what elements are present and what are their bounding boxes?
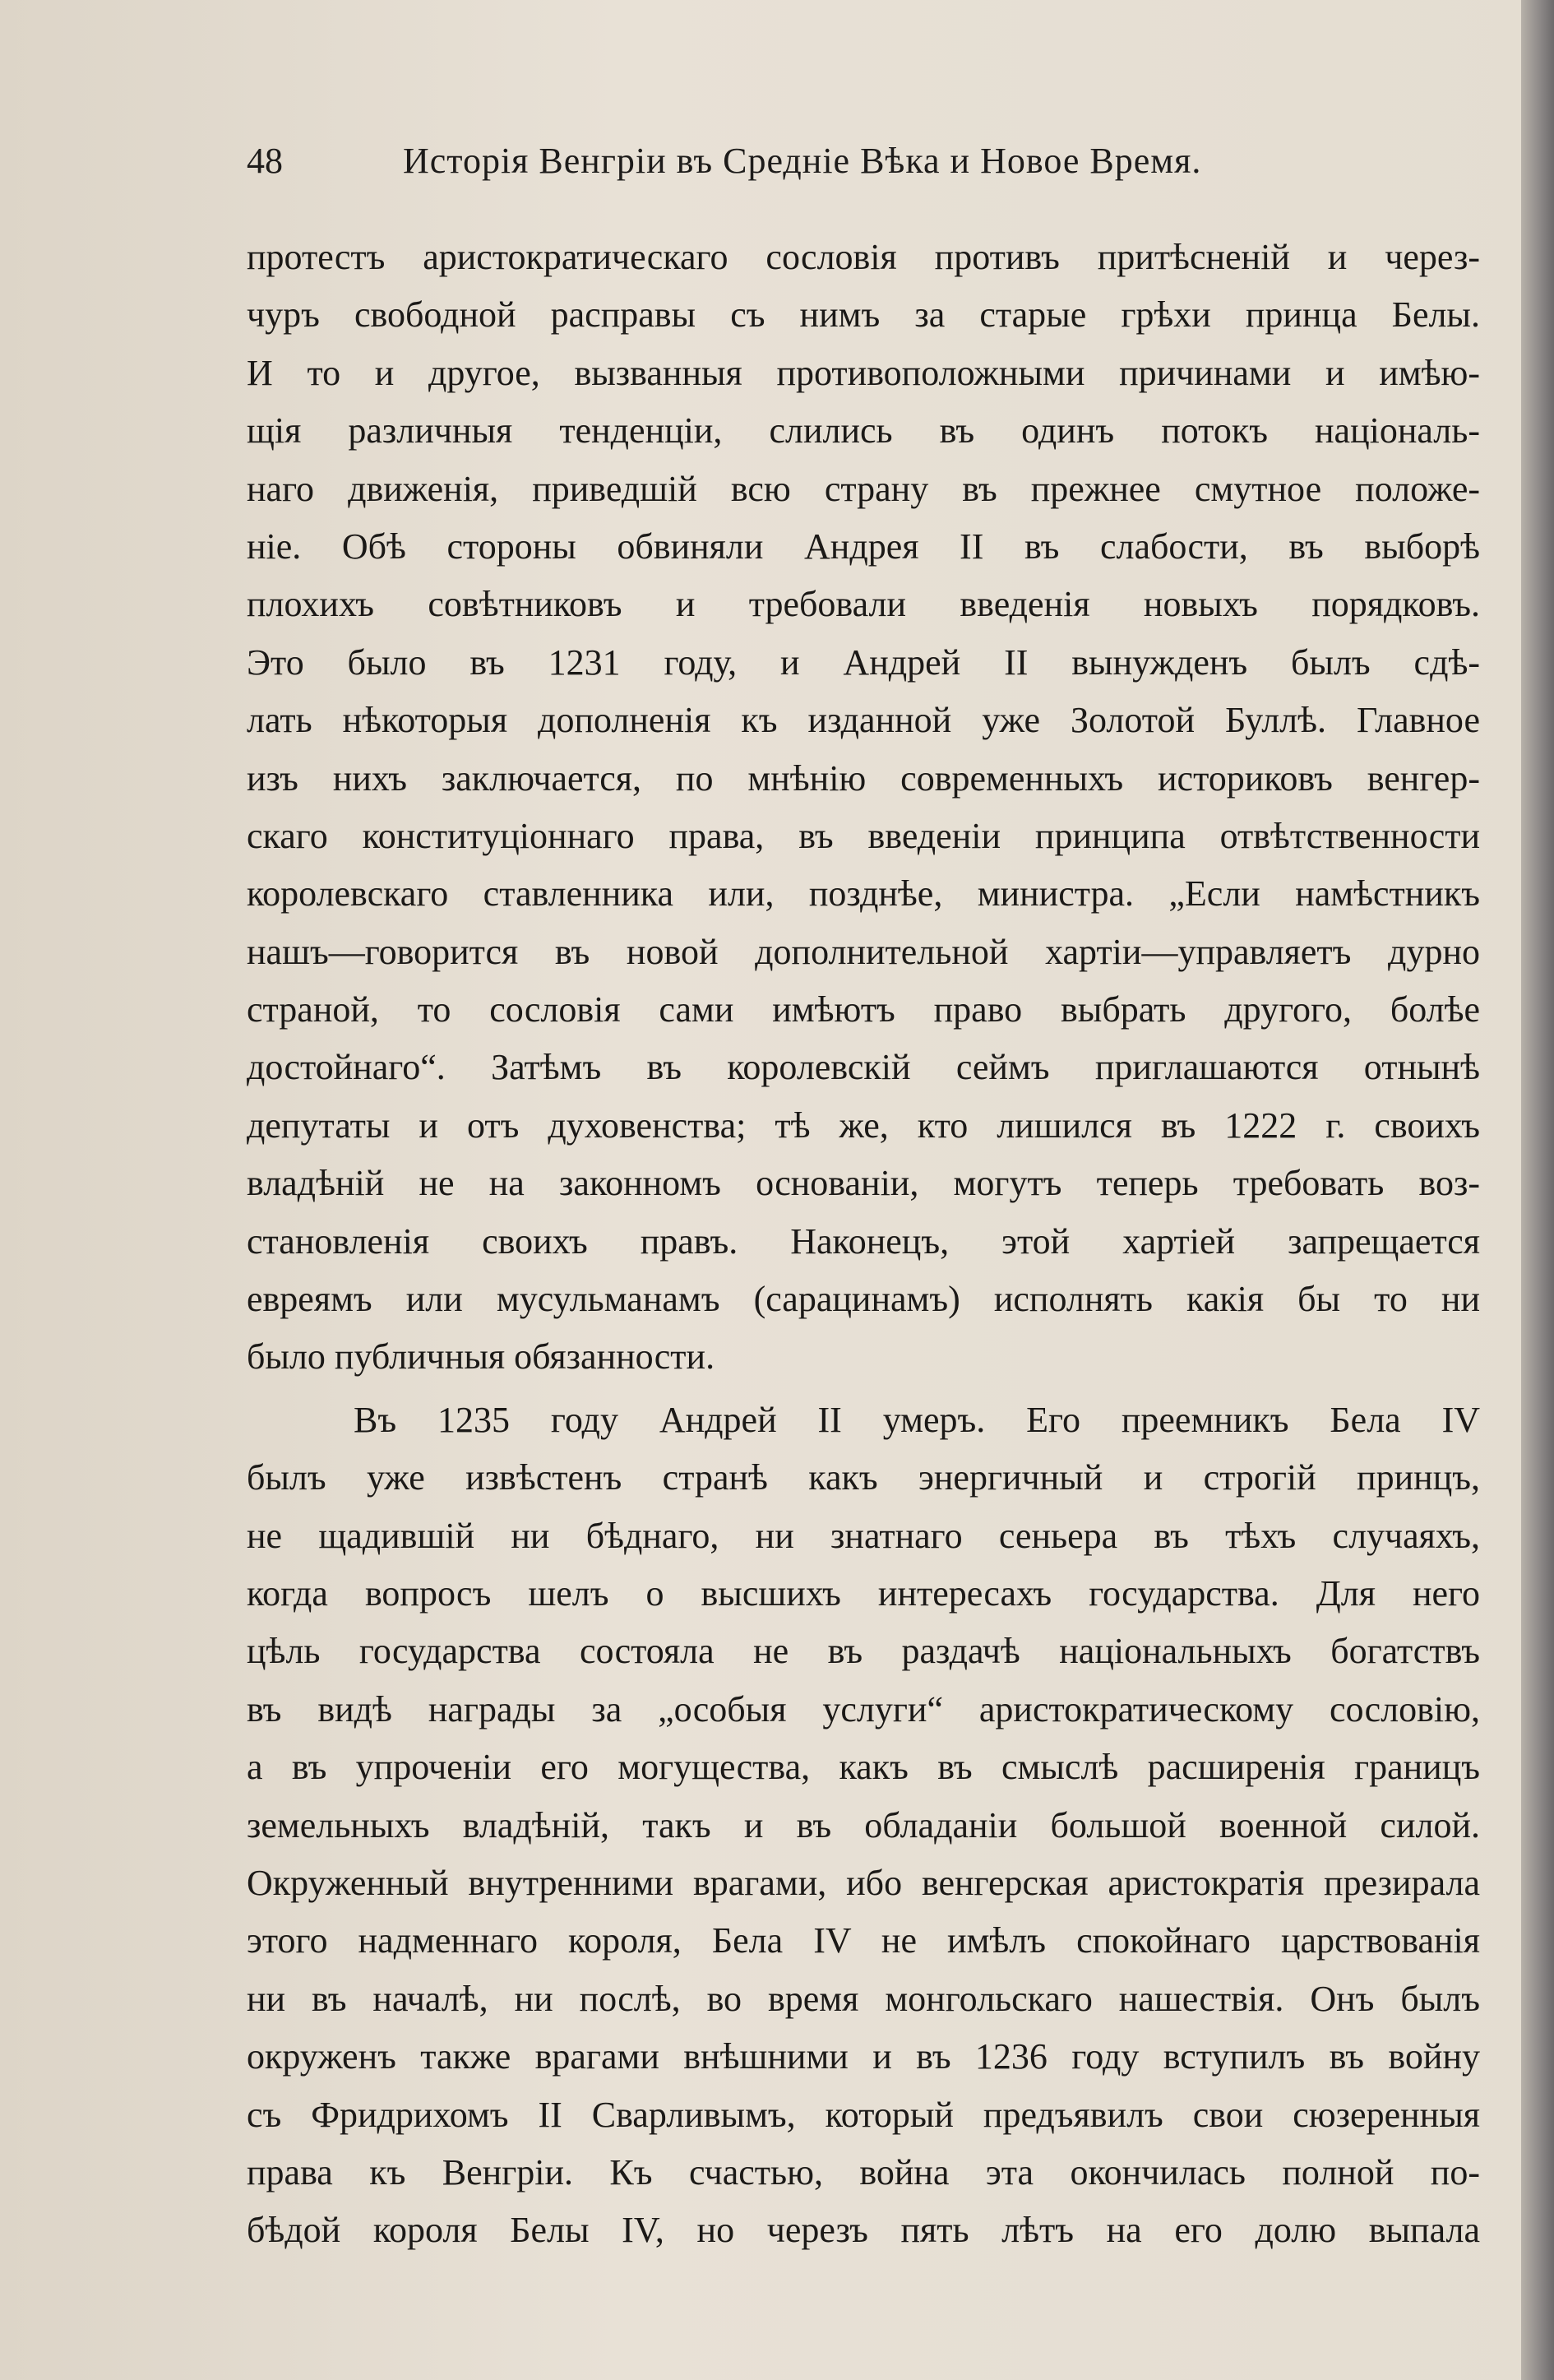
text-line: ніе. Обѣ стороны обвиняли Андрея II въ слабости, въ выборѣ xyxy=(247,526,1480,567)
paragraph-2 xyxy=(247,1391,1480,2260)
page-header xyxy=(247,140,1496,197)
text-line: ни въ началѣ, ни послѣ, во время монгольскаго нашествія. Онъ былъ xyxy=(247,1978,1480,2019)
text-line: окруженъ также врагами внѣшними и въ 1236 году вступилъ въ войну xyxy=(247,2036,1480,2077)
text-line: съ Фридрихомъ II Сварливымъ, который предъявилъ свои сюзеренныя xyxy=(247,2094,1480,2135)
text-line: И то и другое, вызванныя противоположными причинами и имѣю- xyxy=(247,352,1480,393)
text-line: когда вопросъ шелъ о высшихъ интересахъ государства. Для него xyxy=(247,1572,1480,1614)
text-line: протестъ аристократическаго сословія противъ притѣсненій и через- xyxy=(247,237,1480,277)
text-line: земельныхъ владѣній, такъ и въ обладаніи большой военной силой. xyxy=(247,1804,1480,1845)
text-line: нашъ—говорится въ новой дополнительной хартіи—управляетъ дурно xyxy=(247,931,1480,972)
text-line: права къ Венгріи. Къ счастью, война эта окончилась полной по- xyxy=(247,2151,1480,2192)
text-line: королевскаго ставленника или, позднѣе, министра. „Если намѣстникъ xyxy=(247,873,1480,914)
page-edge-shadow xyxy=(1521,0,1554,2380)
text-line: щія различныя тенденціи, слились въ одинъ потокъ національ- xyxy=(247,410,1480,451)
text-line: лать нѣкоторыя дополненія къ изданной уже Золотой Буллѣ. Главное xyxy=(247,700,1480,741)
text-line: былъ уже извѣстенъ странѣ какъ энергичный и строгій принцъ, xyxy=(247,1457,1480,1498)
text-line: въ видѣ награды за „особыя услуги“ аристократическому сословію, xyxy=(247,1688,1480,1729)
page-number: 48 xyxy=(247,141,283,181)
text-line: было публичныя обязанности. xyxy=(247,1336,715,1378)
text-line: скаго конституціоннаго права, въ введеніи принципа отвѣтственности xyxy=(247,815,1480,856)
text-line: Въ 1235 году Андрей II умеръ. Его преемникъ Бела IV xyxy=(354,1399,1480,1440)
paragraph-1 xyxy=(247,229,1480,1387)
text-line: депутаты и отъ духовенства; тѣ же, кто лишился въ 1222 г. своихъ xyxy=(247,1104,1480,1146)
text-line: чуръ свободной расправы съ нимъ за старые грѣхи принца Белы. xyxy=(247,294,1480,336)
text-line: владѣній не на законномъ основаніи, могутъ теперь требовать воз- xyxy=(247,1163,1480,1204)
text-line: достойнаго“. Затѣмъ въ королевскій сеймъ приглашаются отнынѣ xyxy=(247,1047,1480,1088)
text-line: Это было въ 1231 году, и Андрей II вынужденъ былъ сдѣ- xyxy=(247,641,1480,683)
text-line: цѣль государства состояла не въ раздачѣ національныхъ богатствъ xyxy=(247,1631,1480,1672)
running-title: Исторія Венгріи въ Средніе Вѣка и Новое Время. xyxy=(403,141,1202,181)
text-line: евреямъ или мусульманамъ (сарацинамъ) исполнять какія бы то ни xyxy=(247,1279,1480,1320)
text-line: а въ упроченіи его могущества, какъ въ смыслѣ расширенія границъ xyxy=(247,1747,1480,1788)
text-line: не щадившій ни бѣднаго, ни знатнаго сеньера въ тѣхъ случаяхъ, xyxy=(247,1515,1480,1556)
text-line: страной, то сословія сами имѣютъ право выбрать другого, болѣе xyxy=(247,989,1480,1030)
text-line: становленія своихъ правъ. Наконецъ, этой хартіей запрещается xyxy=(247,1220,1480,1262)
body-text xyxy=(247,229,1480,2260)
text-line: этого надменнаго короля, Бела IV не имѣлъ спокойнаго царствованія xyxy=(247,1920,1480,1961)
text-line: бѣдой короля Белы IV, но черезъ пять лѣтъ на его долю выпала xyxy=(247,2210,1480,2251)
text-line: изъ нихъ заключается, по мнѣнію современныхъ историковъ венгер- xyxy=(247,757,1480,799)
text-line: наго движенія, приведшій всю страну въ прежнее смутное положе- xyxy=(247,468,1480,509)
text-line: плохихъ совѣтниковъ и требовали введенія новыхъ порядковъ. xyxy=(247,584,1480,625)
text-line: Окруженный внутренними врагами, ибо венгерская аристократія презирала xyxy=(247,1862,1480,1903)
